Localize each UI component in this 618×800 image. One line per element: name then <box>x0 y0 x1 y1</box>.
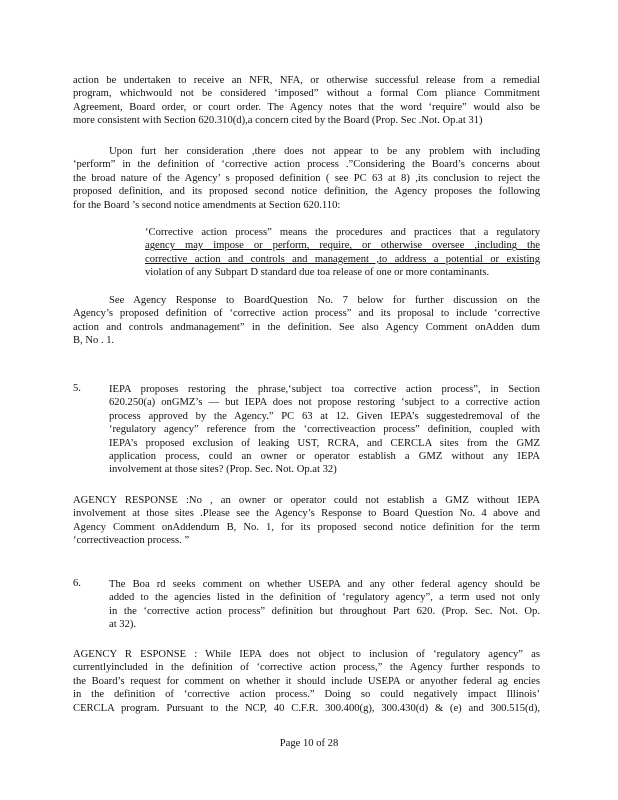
text-line: ‘correctiveaction process. ” <box>73 535 190 547</box>
text-line: AGENCY R ESPONSE : While IEPA does not object to inclusion of ‘regulatory agency” as <box>73 649 540 660</box>
text-line: in the ‘corrective action process” definition but throughout Part 620. (Prop. Sec. Not. Op. <box>109 605 540 617</box>
text-line: Agency’s proposed definition of ‘corrective action process” and its proposal to include ‘corrective <box>73 308 540 320</box>
text-line-underlined: corrective action and controls and management ,to address a potential or existing <box>145 253 540 265</box>
paragraph-consideration <box>73 145 540 212</box>
text-line: IEPA’s proposed exclusion of leaking UST, RCRA, and CERCLA sites from the GMZ <box>109 437 540 449</box>
text-line: at 32). <box>109 619 137 631</box>
text-line: added to the agencies listed in the definition of ‘regulatory agency”, a term used not only <box>109 592 540 604</box>
text-line: the Board’s request for comment on whether it should include USEPA or anyother federal ag encies <box>73 675 540 687</box>
block-quote-definition <box>145 226 540 280</box>
text-line: in the definition of ‘corrective action process.” Doing so could negatively impact Illinois’ <box>73 689 540 701</box>
item-number: 6. <box>73 578 81 589</box>
text-line: 620.250(a) onGMZ’s — but IEPA does not propose restoring ‘subject to a corrective action <box>109 397 540 409</box>
text-line: application process, could an owner or operator establish a GMZ without any IEPA <box>109 451 540 463</box>
agency-response-6 <box>73 648 540 715</box>
text-line: proposed definition, and its proposed second notice definition, the Agency proposes the following <box>73 186 540 198</box>
text-line: action and controls andmanagement” in the definition. See also Agency Comment onAdden dum <box>73 321 540 333</box>
text-line: for the Board ’s second notice amendments at Section 620.110: <box>73 199 341 211</box>
text-line: involvement at those sites .Please see the Agency’s Response to Board Question No. 4 above and <box>73 508 540 520</box>
text-line: ‘perform” in the definition of ‘corrective action process .”Considering the Board’s concerns about <box>73 159 540 171</box>
text-line: Upon furt her consideration ,there does not appear to be any problem with including <box>109 146 540 157</box>
text-line-underlined: agency may impose or perform, require, or otherwise oversee ,including the <box>145 240 540 252</box>
text-line: AGENCY RESPONSE :No , an owner or operator could not establish a GMZ without IEPA <box>73 495 540 506</box>
text-line: ‘Corrective action process” means the procedures and practices that a regulatory <box>145 227 540 238</box>
text-line: violation of any Subpart D standard due toa release of one or more contaminants. <box>145 267 490 279</box>
text-line: IEPA proposes restoring the phrase,‘subject toa corrective action process”, in Section <box>109 384 540 395</box>
text-line: The Boa rd seeks comment on whether USEPA and any other federal agency should be <box>109 579 540 590</box>
paragraph-continuation <box>73 74 540 128</box>
question-6 <box>109 578 540 632</box>
text-line: process approved by the Agency.” PC 63 at 12. Given IEPA’s suggestedremoval of the <box>109 410 540 422</box>
text-line: CERCLA program. Pursuant to the NCP, 40 C.F.R. 300.400(g), 300.430(d) & (e) and 300.515(d), <box>73 702 540 714</box>
text-line: action be undertaken to receive an NFR, NFA, or otherwise successful release from a remedial <box>73 75 540 86</box>
text-line: B, No . 1. <box>73 335 115 347</box>
text-line: involvement at those sites? (Prop. Sec. Not. Op.at 32) <box>109 464 337 476</box>
item-number: 5. <box>73 383 81 394</box>
agency-response-5 <box>73 494 540 548</box>
text-line: Agency Comment onAddendum B, No. 1, for its proposed second notice definition for the term <box>73 521 540 533</box>
paragraph-see-response <box>73 294 540 348</box>
text-line: See Agency Response to BoardQuestion No. 7 below for further discussion on the <box>109 295 540 306</box>
text-line: more consistent with Section 620.310(d),a concern cited by the Board (Prop. Sec .Not. Op.at 31) <box>73 115 483 127</box>
page-number: Page 10 of 28 <box>279 738 339 749</box>
text-line: program, whichwould not be considered ‘imposed” without a formal Com pliance Commitment <box>73 88 540 100</box>
question-5 <box>109 383 540 477</box>
text-line: ‘regulatory agency” reference from the ‘correctiveaction process” definition, coupled with <box>109 424 540 436</box>
text-line: the broad nature of the Agency’ s proposed definition ( see PC 63 at 8) ,its conclusion to reject the <box>73 172 540 184</box>
text-line: Agreement, Board order, or court order. The Agency notes that the word ‘require” would also be <box>73 101 540 113</box>
text-line: currentlyincluded in the definition of ‘corrective action process,” the Agency further responds to <box>73 662 540 674</box>
